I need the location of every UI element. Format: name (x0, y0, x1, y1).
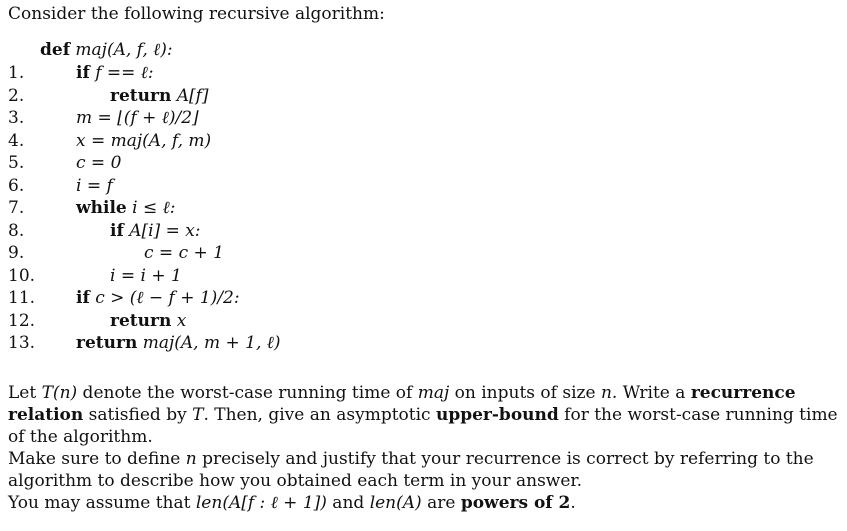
statement-math: x (176, 310, 187, 331)
code-line (8, 197, 841, 220)
statement-math: m = ⌊(f + ℓ)/2⌋ (76, 108, 199, 128)
code-line (8, 310, 841, 333)
statement-math: i = f (76, 175, 113, 196)
keyword: return (110, 85, 172, 106)
bold-run: powers of 2 (460, 492, 571, 513)
code-statement (110, 85, 209, 108)
statement-math: f == ℓ: (95, 63, 154, 83)
line-number: 6. (8, 175, 25, 196)
function-signature (8, 38, 841, 62)
line-number: 1. (8, 63, 25, 83)
code-line (8, 62, 841, 85)
code-line (8, 287, 841, 310)
signature-text: maj(A, f, ℓ): (75, 40, 173, 60)
question-paragraph-1 (8, 382, 841, 448)
question-paragraph-3 (8, 492, 841, 514)
line-number: 12. (8, 310, 36, 331)
text-run: . Then, give an asymptotic (203, 404, 436, 425)
line-number: 11. (8, 288, 36, 308)
text-run: You may assume that (8, 492, 196, 513)
math-run: len(A) (369, 492, 422, 513)
text-run: precisely and justify that your recurrence is correct by referring to the algorithm to describe how you obtained each term in your answer. (8, 448, 814, 491)
math-run: T(n) (41, 382, 78, 403)
code-line (8, 265, 841, 288)
line-number: 8. (8, 220, 25, 241)
statement-math: c > (ℓ − f + 1)/2: (95, 288, 240, 308)
line-number: 2. (8, 85, 25, 106)
code-statement (76, 175, 113, 198)
question-text (8, 382, 841, 514)
text-run: Make sure to define (8, 448, 186, 469)
code-statement (76, 152, 121, 175)
statement-math: c = c + 1 (144, 243, 224, 263)
statement-math: maj(A, m + 1, ℓ) (142, 333, 281, 353)
code-statement (76, 287, 240, 310)
line-number: 13. (8, 333, 36, 353)
algorithm-listing (8, 38, 841, 355)
keyword: if (76, 288, 90, 308)
code-line (8, 332, 841, 355)
keyword: return (76, 333, 138, 353)
text-run: Let (8, 382, 42, 403)
line-number: 5. (8, 153, 25, 173)
def-keyword: def (40, 40, 71, 60)
math-run: maj (417, 382, 450, 403)
text-run: denote the worst-case running time of (77, 382, 418, 403)
code-statement (76, 197, 175, 220)
code-statement (76, 332, 280, 355)
keyword: if (110, 220, 124, 241)
code-statement (110, 265, 182, 288)
statement-math: A[f] (176, 85, 209, 106)
line-number: 7. (8, 198, 25, 218)
text-run: on inputs of size (449, 382, 601, 403)
statement-math: i = i + 1 (110, 265, 182, 286)
math-run: n (185, 448, 197, 469)
math-run: n (600, 382, 612, 403)
text-run: are (421, 492, 461, 513)
bold-run: upper-bound (435, 404, 559, 425)
bold-run: recurrence relation (8, 382, 796, 425)
text-run: and (326, 492, 370, 513)
keyword: return (110, 310, 172, 331)
line-number: 9. (8, 243, 25, 263)
math-run: len(A[f : ℓ + 1]) (195, 492, 327, 513)
keyword: while (76, 198, 127, 218)
question-paragraph-2 (8, 448, 841, 492)
code-line (8, 242, 841, 265)
code-line (8, 107, 841, 130)
text-run: for the worst-case running time of the algorithm. (8, 404, 838, 447)
code-statement (144, 242, 224, 265)
code-lines (8, 62, 841, 355)
intro-text: Consider the following recursive algorithm: (8, 4, 385, 24)
code-statement (76, 107, 199, 130)
statement-math: A[i] = x: (129, 220, 201, 241)
code-line (8, 175, 841, 198)
code-statement (110, 220, 201, 243)
math-run: T (192, 404, 204, 425)
code-line (8, 152, 841, 175)
line-number: 10. (8, 265, 36, 286)
code-statement (76, 62, 154, 85)
code-statement (76, 130, 211, 153)
code-line (8, 85, 841, 108)
code-statement (110, 310, 186, 333)
statement-math: x = maj(A, f, m) (76, 130, 212, 151)
code-line (8, 130, 841, 153)
statement-math: c = 0 (76, 153, 122, 173)
line-number: 4. (8, 130, 25, 151)
statement-math: i ≤ ℓ: (132, 198, 176, 218)
text-run: . Write a (611, 382, 691, 403)
code-line (8, 220, 841, 243)
text-run: . (570, 492, 576, 513)
text-run: satisfied by (83, 404, 193, 425)
keyword: if (76, 63, 90, 83)
line-number: 3. (8, 108, 25, 128)
